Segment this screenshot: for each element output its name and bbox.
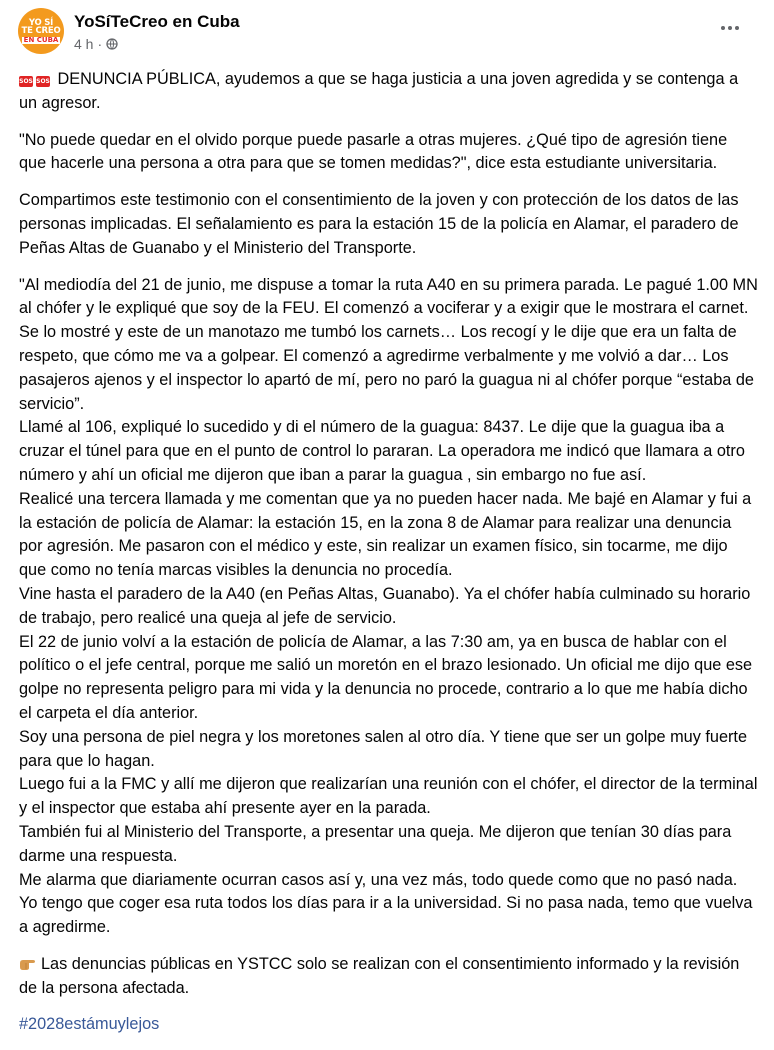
post-meta <box>74 36 118 52</box>
testimony-line: Llamé al 106, expliqué lo sucedido y di el número de la guagua: 8437. Le dije que la guagua iba a cruzar el túnel para que en el punto de control lo pararan. La operadora me indicó que llamara a otro número y ahí un oficial me dijeron que iban a parar la guagua , sin embargo no fue así. <box>19 418 745 484</box>
post-paragraph-intro <box>19 68 758 116</box>
avatar-logo-text: YO SÍ <box>28 17 54 28</box>
post-paragraph-quote: "No puede quedar en el olvido porque puede pasarle a otras mujeres. ¿Qué tipo de agresión tiene que hacerle una persona a otra para que se tomen medidas?", dice esta estudiante universitaria. <box>19 130 728 173</box>
post-paragraph-disclaimer <box>19 953 758 1001</box>
page-avatar[interactable] <box>18 8 64 54</box>
post-body <box>19 68 758 1050</box>
post-paragraph-testimony <box>19 274 758 940</box>
sos-icon: SOS <box>19 78 33 85</box>
testimony-line: Realicé una tercera llamada y me comentan que ya no pueden hacer nada. Me bajé en Alamar y fui a la estación de policía de Alamar: la estación 15, en la zona 8 de Alamar para realizar una denuncia por agresión. Me pasaron con el médico y este, sin realizar un examen físico, sin tocarme, me dijo que como no tenía marcas visibles la denuncia no procedía. <box>19 489 752 580</box>
hashtag-link[interactable]: #2028estámuylejos <box>19 1015 160 1034</box>
pointing-hand-icon <box>19 955 37 971</box>
intro-text: DENUNCIA PÚBLICA, ayudemos a que se haga justicia a una joven agredida y se contenga a un agresor. <box>19 70 739 112</box>
post-header <box>18 8 756 60</box>
testimony-line: Soy una persona de piel negra y los moretones salen al otro día. Y tiene que ser un golpe muy fuerte para que lo hagan. <box>19 727 747 770</box>
avatar-logo-text-2: TE CREO <box>21 26 61 36</box>
testimony-line: Me alarma que diariamente ocurran casos así y, una vez más, todo quede como que no pasó nada. Yo tengo que coger esa ruta todos los días para ir a la universidad. Si no pasa nada, temo que vuelva a agredirme. <box>19 870 753 937</box>
testimony-line: También fui al Ministerio del Transporte, a presentar una queja. Me dijeron que tenían 30 días para darme una respuesta. <box>19 822 732 865</box>
testimony-line: "Al mediodía del 21 de junio, me dispuse a tomar la ruta A40 en su primera parada. Le pagué 1.00 MN al chófer y le expliqué que soy de la FEU. El comenzó a vociferar y a exigir que le mostrara el carnet. Se lo mostré y este de un manotazo me tumbó los carnets… Los recogí y le dije que era un falta de respeto, que cómo me va a golpear. El comenzó a agredirme verbalmente y me volvió a dar… Los pasajeros ajenos y el inspector lo apartó de mí, pero no paró la guagua ni al chófer porque “estaba de servicio”. <box>19 275 758 413</box>
testimony-line: Luego fui a la FMC y allí me dijeron que realizarían una reunión con el chófer, el director de la terminal y el inspector que estaba ahí presente ayer en la parada. <box>19 775 758 818</box>
page-name-link[interactable]: YoSíTeCreo en Cuba <box>74 12 240 31</box>
post-timestamp[interactable]: 4 h <box>74 36 94 52</box>
more-options-icon <box>721 26 725 30</box>
testimony-line: El 22 de junio volví a la estación de policía de Alamar, a las 7:30 am, ya en busca de hablar con el político o el jefe central, porque me salió un moretón en el brazo lesionado. Un oficial me dijo que ese golpe no representa peligro para mi vida y la denuncia no procede, contrario a lo que me había dicho el carpeta el día anterior. <box>19 632 753 722</box>
hashtag-paragraph <box>19 1013 758 1037</box>
meta-separator: · <box>97 36 103 52</box>
globe-icon[interactable] <box>106 38 118 50</box>
more-options-button[interactable] <box>716 18 744 38</box>
disclaimer-text: Las denuncias públicas en YSTCC solo se realizan con el consentimiento informado y la revisión de la persona afectada. <box>19 954 740 997</box>
post-paragraph-context: Compartimos este testimonio con el consentimiento de la joven y con protección de los datos de las personas implicadas. El señalamiento es para la estación 15 de la policía en Alamar, el paradero de Peñas Altas de Guanabo y el Ministerio del Transporte. <box>19 191 739 257</box>
sos-icon-2: SOS <box>36 78 50 85</box>
testimony-line: Vine hasta el paradero de la A40 (en Peñas Altas, Guanabo). Ya el chófer había culminado su horario de trabajo, pero realicé una queja al jefe de servicio. <box>19 584 751 627</box>
avatar-logo-subtext: EN CUBA <box>23 35 59 44</box>
